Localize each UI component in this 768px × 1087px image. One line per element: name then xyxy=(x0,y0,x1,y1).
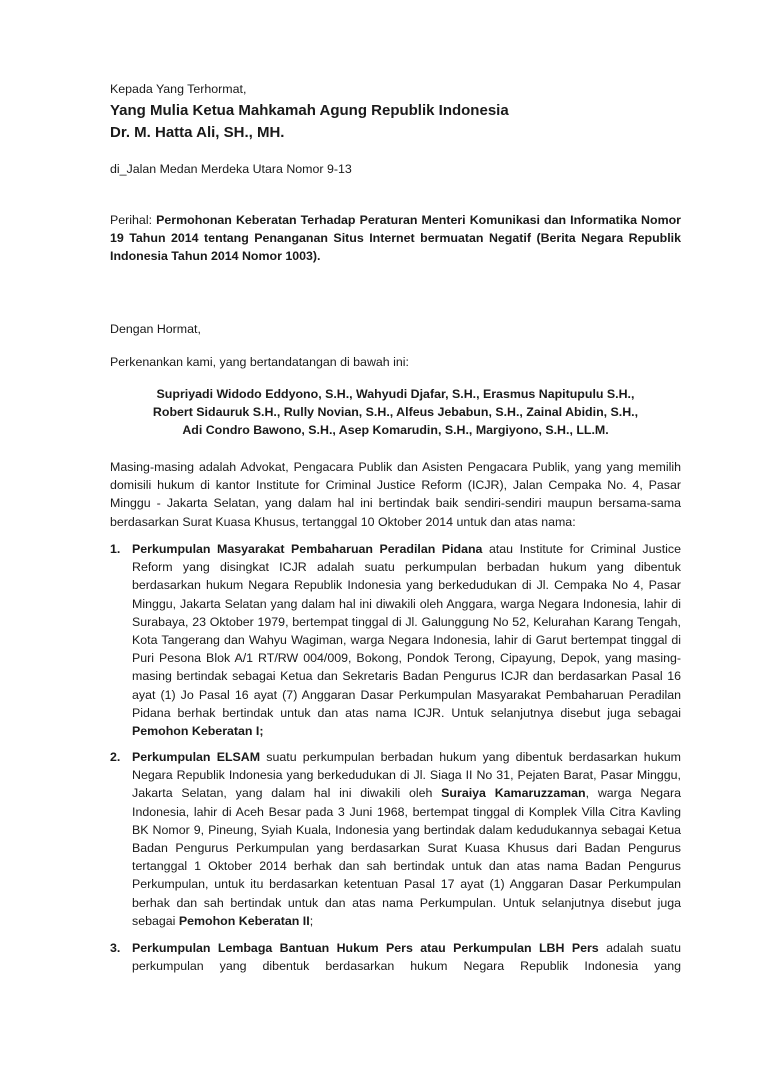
greeting: Dengan Hormat, xyxy=(110,322,201,336)
signatory-line: Supriyadi Widodo Eddyono, S.H., Wahyudi Djafar, S.H., Erasmus Napitupulu S.H., xyxy=(156,387,635,401)
salutation: Kepada Yang Terhormat, xyxy=(110,82,247,96)
intro: Perkenankan kami, yang bertandatangan di bawah ini: xyxy=(110,355,409,369)
subject-label: Perihal: xyxy=(110,213,157,227)
item-text: , warga Negara Indonesia, lahir di Aceh Besar pada 3 Juni 1968, bertempat tinggal di Komplek Villa Citra Kavling BK Nomor 9, Pineung, Syiah Kuala, Indonesia yang bertindak dalam kedudukannya sebagai Ketua Badan Pengurus Perkumpulan yang berdasarkan Surat Kuasa Khusus dari Badan Pengurus tertanggal 1 Oktober 2014 berhak dan sah bertindak untuk dan atas nama Badan Pengurus Perkumpulan, untuk itu berdasarkan ketentuan Pasal 17 ayat (1) Anggaran Dasar Perkumpulan berhak dan sah bertindak untuk dan atas nama Perkumpulan. Untuk selanjutnya disebut juga sebagai xyxy=(132,786,681,928)
item-designation: Pemohon Keberatan II xyxy=(178,913,310,928)
subject-text: Permohonan Keberatan Terhadap Peraturan Menteri Komunikasi dan Informatika Nomor 19 Tahun 2014 tentang Penanganan Situs Internet bermuatan Negatif (Berita Negara Republik Indonesia Tahun 2014 Nomor 1003). xyxy=(110,213,681,264)
recipient-name: Dr. M. Hatta Ali, SH., MH. xyxy=(110,124,285,141)
signatories xyxy=(110,385,681,440)
advocates-paragraph: Masing-masing adalah Advokat, Pengacara Publik dan Asisten Pengacara Publik, yang yang memilih domisili hukum di kantor Institute for Criminal Justice Reform (ICJR), Jalan Cempaka No. 4, Pasar Minggu - Jakarta Selatan, yang dalam hal ini bertindak baik sendiri-sendiri maupun bersama-sama berdasarkan Surat Kuasa Khusus, tertanggal 10 Oktober 2014 untuk dan atas nama: xyxy=(110,460,681,529)
item-text: suatu perkumpulan berbadan hukum yang dibentuk berdasarkan hukum Negara Republik Indonesia yang berkedudukan di Jl. Siaga II No 31, Pejaten Barat, Pasar Minggu, Jakarta Selatan, yang dalam hal ini diwakili oleh xyxy=(132,750,681,801)
recipient-title: Yang Mulia Ketua Mahkamah Agung Republik Indonesia xyxy=(110,102,509,119)
recipient-address: di_Jalan Medan Merdeka Utara Nomor 9-13 xyxy=(110,162,352,176)
item-body xyxy=(132,540,681,740)
item-number: 3. xyxy=(110,941,121,955)
item-name: Perkumpulan Masyarakat Pembaharuan Peradilan Pidana xyxy=(132,542,483,556)
item-name: Perkumpulan Lembaga Bantuan Hukum Pers atau Perkumpulan LBH Pers xyxy=(132,941,599,955)
subject xyxy=(110,211,681,266)
item-body xyxy=(132,748,681,930)
item-name: Perkumpulan ELSAM xyxy=(132,750,261,764)
item-number: 2. xyxy=(110,750,121,764)
item-text: adalah suatu perkumpulan yang dibentuk berdasarkan hukum Negara Republik Indonesia yang xyxy=(132,941,681,974)
item-text: atau Institute for Criminal Justice Reform yang disingkat ICJR adalah suatu perkumpulan berbadan hukum yang dibentuk berdasarkan hukum Negara Republik Indonesia yang berkedudukan di Jl. Cempaka No 4, Pasar Minggu, Jakarta Selatan yang dalam hal ini diwakili oleh Anggara, warga Negara Indonesia, lahir di Surabaya, 23 Oktober 1979, bertempat tinggal di Jl. Galunggung No 52, Kelurahan Karang Tengah, Kota Tangerang dan Wahyu Wagiman, warga Negara Indonesia, lahir di Garut bertempat tinggal di Puri Pesona Blok A/1 RT/RW 004/009, Bokong, Pondok Terong, Cipayung, Depok, yang masing-masing bertindak sebagai Ketua dan Sekretaris Badan Pengurus ICJR dan berdasarkan Pasal 16 ayat (1) Jo Pasal 16 ayat (7) Anggaran Dasar Perkumpulan Masyarakat Pembaharuan Peradilan Pidana berhak bertindak untuk dan atas nama ICJR. Untuk selanjutnya disebut juga sebagai xyxy=(132,542,681,720)
item-text: ; xyxy=(309,913,314,928)
signatory-line: Robert Sidauruk S.H., Rully Novian, S.H., Alfeus Jebabun, S.H., Zainal Abidin, S.H., xyxy=(152,405,639,420)
list-item xyxy=(110,748,681,930)
list-item xyxy=(110,939,681,975)
item-designation: Pemohon Keberatan I; xyxy=(132,724,264,739)
list-item xyxy=(110,540,681,740)
signatory-line: Adi Condro Bawono, S.H., Asep Komarudin, S.H., Margiyono, S.H., LL.M. xyxy=(182,423,609,438)
item-representative: Suraiya Kamaruzzaman xyxy=(441,786,586,801)
item-number: 1. xyxy=(110,542,121,556)
item-body xyxy=(132,939,681,975)
